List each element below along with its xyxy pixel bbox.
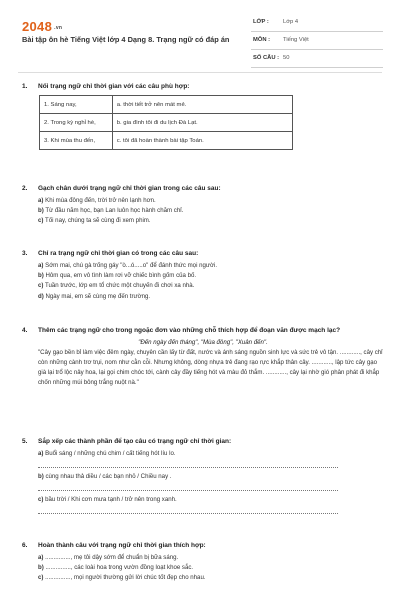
match-left: 2. Trong kỳ nghỉ hè, [40,114,113,132]
meta-panel [251,14,383,68]
match-right: c. tôi đã hoàn thành bài tập Toán. [112,132,292,150]
answer-list [38,261,384,302]
question-heading [22,437,384,446]
question-text: Hoàn thành câu với trạng ngữ chỉ thời gian thích hợp: [38,542,206,549]
meta-value: Tiếng Việt [283,37,309,43]
question-number: 2. [22,185,28,192]
question-text: Gạch chân dưới trạng ngữ chỉ thời gian trong các câu sau: [38,185,221,192]
list-item [38,495,384,505]
meta-row-count [251,50,383,68]
item-key: a) [38,262,44,269]
meta-label: LỚP : [253,19,269,25]
item-key: c) [38,574,44,581]
question-number: 4. [22,327,28,334]
item-key: a) [38,197,44,204]
match-right: b. gia đình tôi đi du lịch Đà Lạt. [112,114,292,132]
matching-table [39,95,293,150]
list-item [38,292,384,302]
list-item [38,553,384,563]
question-6 [22,541,384,583]
question-5 [22,437,384,518]
list-item [38,261,384,271]
question-text: Thêm các trạng ngữ cho trong ngoặc đơn vào những chỗ thích hợp để đoạn văn được mạch lạc? [38,327,341,334]
item-text: Từ đầu năm học, bạn Lan luôn học hành chăm chỉ. [45,207,184,215]
item-text: cùng nhau thả diều / các bạn nhỏ / Chiều nay . [45,473,172,480]
meta-row-subject [251,32,383,50]
answer-list [38,196,384,227]
table-row [40,96,293,114]
match-right: a. thời tiết trở nên mát mẻ. [112,96,292,114]
question-heading [22,82,384,91]
item-key: b) [38,207,44,215]
item-key: a) [38,450,44,457]
list-item [38,216,384,226]
item-text: Buổi sáng / những chú chim / cất tiếng hót líu lo. [45,450,176,457]
meta-value: Lớp 4 [283,19,299,25]
match-left: 1. Sáng nay, [40,96,113,114]
table-row [40,132,293,150]
list-item [38,563,384,573]
list-item [38,281,384,291]
logo-tld: .vn [54,24,63,31]
meta-label: MÔN : [253,37,271,43]
item-text: Tối nay, chúng ta sẽ cùng đi xem phim. [45,217,151,225]
item-text: Ngày mai, em sẽ cùng mẹ đến trường. [45,292,151,300]
question-heading [22,326,384,335]
question-2 [22,184,384,227]
header-divider [18,72,382,73]
item-key: b) [38,564,44,571]
question-heading [22,541,384,550]
question-number: 6. [22,542,28,549]
list-item [38,472,384,482]
question-heading [22,249,384,258]
worksheet-title: Bài tập ôn hè Tiếng Việt lớp 4 Dạng 8. Trạng ngữ có đáp án [22,35,230,44]
match-left: 3. Khi mùa thu đến, [40,132,113,150]
item-text: Tuần trước, lớp em tổ chức một chuyến đi chơi xa nhà. [45,282,195,290]
answer-line[interactable] [38,459,338,468]
item-key: a) [38,554,44,561]
meta-row-class [251,14,383,32]
meta-value: 50 [283,55,290,61]
answer-line[interactable] [38,482,338,491]
item-text: ..............., mẹ tôi dậy sớm để chuẩn bị bữa sáng. [45,554,179,561]
item-text: ..............., các loài hoa trong vườn đồng loạt khoe sắc. [45,564,194,571]
table-row [40,114,293,132]
question-number: 1. [22,83,28,90]
question-3 [22,249,384,302]
question-4 [22,326,384,388]
item-text: Sớm mai, chú gà trống gáy "ò...ó.....o" để đánh thức mọi người. [45,262,218,269]
list-item [38,449,384,459]
answer-list [22,449,384,514]
item-text: ..............., mọi người thường gửi lời chúc tốt đẹp cho nhau. [45,574,206,581]
question-text: Sắp xếp các thành phần để tạo câu có trạng ngữ chỉ thời gian: [38,438,232,445]
meta-label: SỐ CÂU : [253,55,280,61]
item-key: c) [38,217,44,225]
passage-text: "Cây gạo bền bỉ làm việc đêm ngày, chuyên cần lấy từ đất, nước và ánh sáng nguồn sinh lực và sức trẻ vô tận. ............, cây chỉ còn những cành trơ trụi, nom như cằn cỗi. Nhưng không, dòng nhựa trẻ đang rạo rực khắp thân cây. ............, lập tức cây gạo già lại trổ lộc nảy hoa, lại gọi chim chóc tới, cành cây đầy tiếng hót và màu đỏ thắm. ............, cây lại nhờ gió phân phát đi khắp chốn những múi bông trắng nuột nà." [38,349,383,386]
question-number: 5. [22,438,28,445]
item-key: d) [38,292,44,300]
question-number: 3. [22,250,28,257]
header [0,0,400,72]
item-key: b) [38,272,44,280]
item-key: c) [38,496,44,503]
item-text: bầu trời / Khi cơn mưa tạnh / trở nên trong xanh. [45,496,177,503]
list-item [38,573,384,583]
site-logo[interactable] [22,19,62,34]
answer-list [38,553,384,583]
logo-text: 2048 [22,19,53,34]
question-heading [22,184,384,193]
item-key: c) [38,282,44,290]
answer-line[interactable] [38,505,338,514]
list-item [38,206,384,216]
question-text: Nối trạng ngữ chỉ thời gian với các câu phù hợp: [38,83,190,90]
question-1 [22,82,384,150]
item-text: Hôm qua, em vô tình làm rơi vỡ chiếc bình gốm của bố. [45,272,197,280]
item-key: b) [38,473,44,480]
word-bank: "Đến ngày đến tháng", "Mùa đông", "Xuân đến". [138,339,268,346]
list-item [38,196,384,206]
question-text: Chỉ ra trạng ngữ chỉ thời gian có trong các câu sau: [38,250,199,257]
list-item [38,271,384,281]
item-text: Khi mùa đông đến, trời trở nên lạnh hơn. [45,197,156,204]
